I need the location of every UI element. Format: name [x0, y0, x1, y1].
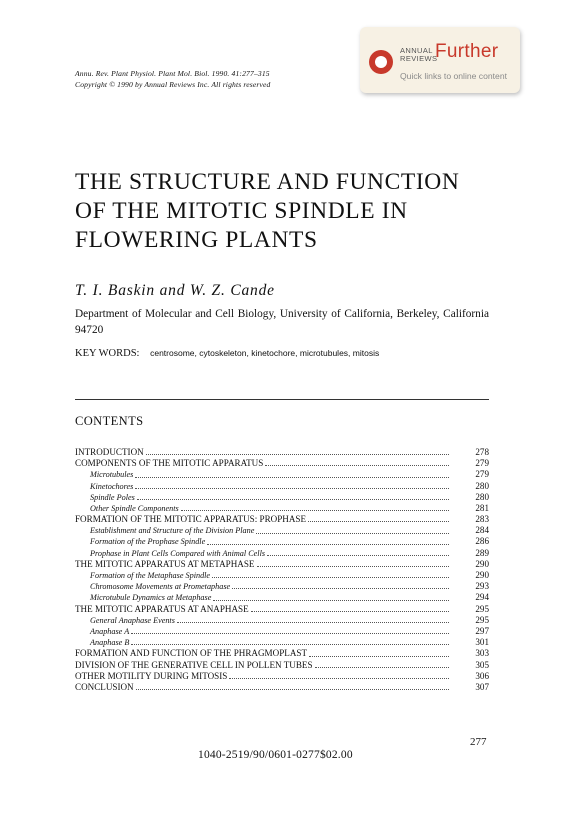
toc-leader-dots: [267, 555, 449, 556]
toc-entry-title: INTRODUCTION: [75, 446, 144, 457]
toc-entry-page: 305: [475, 659, 489, 670]
toc-entry-title: Other Spindle Components: [90, 503, 179, 513]
toc-entry-page: 307: [475, 681, 489, 692]
ar-brand-label: ANNUAL REVIEWS: [400, 46, 438, 63]
toc-leader-dots: [131, 633, 449, 634]
toc-leader-dots: [229, 678, 449, 679]
toc-entry[interactable]: [75, 592, 489, 603]
toc-entry-title: Kinetochores: [90, 481, 134, 491]
toc-leader-dots: [213, 600, 449, 601]
toc-entry[interactable]: [75, 481, 489, 492]
authors: T. I. Baskin and W. Z. Cande: [75, 282, 275, 299]
affiliation: Department of Molecular and Cell Biology, University of California, Berkeley, California 94720: [75, 308, 489, 336]
toc-entry-page: 301: [475, 637, 489, 648]
toc-entry-title: OTHER MOTILITY DURING MITOSIS: [75, 670, 228, 681]
toc-leader-dots: [212, 577, 449, 578]
toc-leader-dots: [256, 533, 449, 534]
toc-entry-page: 279: [475, 458, 489, 469]
toc-entry-page: 293: [475, 581, 489, 592]
keywords: [75, 348, 379, 359]
toc-leader-dots: [309, 656, 449, 657]
toc-entry[interactable]: [75, 503, 489, 514]
title-line: THE STRUCTURE AND FUNCTION: [75, 169, 460, 195]
toc-entry-page: 290: [475, 570, 489, 581]
toc-leader-dots: [232, 588, 449, 589]
ar-quick-links-label: Quick links to online content: [400, 71, 508, 81]
toc-entry-title: THE MITOTIC APPARATUS AT METAPHASE: [75, 558, 255, 569]
title-line: OF THE MITOTIC SPINDLE IN: [75, 198, 408, 224]
toc-entry-page: 303: [475, 648, 489, 659]
journal-header: [75, 68, 270, 90]
toc-entry[interactable]: [75, 514, 489, 525]
toc-entry[interactable]: [75, 492, 489, 503]
toc-entry-title: DIVISION OF THE GENERATIVE CELL IN POLLEN TUBES: [75, 659, 313, 670]
toc-entry[interactable]: [75, 548, 489, 559]
toc-leader-dots: [136, 689, 449, 690]
keywords-label: KEY WORDS:: [75, 348, 140, 359]
toc-entry[interactable]: [75, 469, 489, 480]
toc-entry-page: 280: [475, 491, 489, 502]
toc-entry-title: THE MITOTIC APPARATUS AT ANAPHASE: [75, 603, 249, 614]
toc-entry-title: Prophase in Plant Cells Compared with Animal Cells: [90, 548, 266, 558]
toc-leader-dots: [315, 667, 449, 668]
toc-entry[interactable]: [75, 525, 489, 536]
toc-entry-page: 280: [475, 480, 489, 491]
toc-entry[interactable]: [75, 581, 489, 592]
toc-entry-title: General Anaphase Events: [90, 615, 175, 625]
toc-leader-dots: [251, 611, 449, 612]
page-number: 277: [470, 736, 487, 748]
contents-heading: CONTENTS: [75, 414, 144, 428]
toc-entry-title: FORMATION OF THE MITOTIC APPARATUS: PROPHASE: [75, 514, 307, 525]
toc-entry-page: 284: [475, 525, 489, 536]
toc-entry[interactable]: [75, 447, 489, 458]
toc-entry[interactable]: [75, 458, 489, 469]
toc-entry-page: 279: [475, 469, 489, 480]
toc-entry-title: Anaphase A: [90, 626, 130, 636]
toc-entry[interactable]: [75, 559, 489, 570]
table-of-contents: [75, 447, 489, 693]
toc-leader-dots: [131, 644, 449, 645]
toc-entry-page: 297: [475, 625, 489, 636]
toc-leader-dots: [181, 510, 449, 511]
toc-entry-title: Spindle Poles: [90, 492, 135, 502]
toc-leader-dots: [265, 465, 449, 466]
toc-entry-title: CONCLUSION: [75, 681, 134, 692]
ar-further-label: Further: [435, 41, 499, 62]
toc-entry-title: COMPONENTS OF THE MITOTIC APPARATUS: [75, 458, 264, 469]
toc-entry[interactable]: [75, 637, 489, 648]
toc-entry[interactable]: [75, 615, 489, 626]
toc-entry-title: Formation of the Metaphase Spindle: [90, 571, 211, 581]
toc-entry-title: Formation of the Prophase Spindle: [90, 537, 206, 547]
toc-leader-dots: [135, 477, 449, 478]
annual-reviews-logo-icon: [369, 50, 393, 74]
toc-entry[interactable]: [75, 626, 489, 637]
journal-citation: Annu. Rev. Plant Physiol. Plant Mol. Biol. 1990. 41:277–315: [75, 69, 270, 78]
copyright-line: Copyright © 1990 by Annual Reviews Inc. All rights reserved: [75, 80, 271, 89]
toc-entry-title: Chromosome Movements at Prometaphase: [90, 582, 231, 592]
toc-entry[interactable]: [75, 604, 489, 615]
divider: [75, 399, 489, 400]
toc-entry-title: FORMATION AND FUNCTION OF THE PHRAGMOPLAST: [75, 648, 308, 659]
toc-entry-title: Anaphase B: [90, 638, 130, 648]
price-code: 1040-2519/90/0601-0277$02.00: [198, 749, 353, 761]
keywords-list: centrosome, cytoskeleton, kinetochore, microtubules, mitosis: [150, 348, 380, 358]
toc-entry[interactable]: [75, 682, 489, 693]
toc-entry[interactable]: [75, 660, 489, 671]
toc-entry-title: Establishment and Structure of the Division Plane: [90, 526, 255, 536]
toc-entry-page: 294: [475, 592, 489, 603]
toc-leader-dots: [257, 566, 450, 567]
toc-entry-page: 295: [475, 603, 489, 614]
toc-entry-page: 283: [475, 514, 489, 525]
toc-leader-dots: [308, 521, 449, 522]
toc-entry-title: Microtubule Dynamics at Metaphase: [90, 593, 212, 603]
toc-entry[interactable]: [75, 671, 489, 682]
toc-entry[interactable]: [75, 537, 489, 548]
toc-entry[interactable]: [75, 570, 489, 581]
toc-leader-dots: [177, 622, 449, 623]
toc-leader-dots: [135, 488, 449, 489]
toc-entry-page: 278: [475, 446, 489, 457]
toc-entry-page: 286: [475, 536, 489, 547]
toc-entry-page: 295: [475, 614, 489, 625]
toc-entry-title: Microtubules: [90, 470, 134, 480]
toc-leader-dots: [146, 454, 449, 455]
toc-entry-page: 289: [475, 547, 489, 558]
toc-entry-page: 281: [475, 502, 489, 513]
toc-entry-page: 290: [475, 558, 489, 569]
toc-entry-page: 306: [475, 670, 489, 681]
toc-entry[interactable]: [75, 648, 489, 659]
toc-leader-dots: [137, 499, 449, 500]
article-title: [75, 168, 459, 255]
annual-reviews-further-badge[interactable]: [360, 27, 520, 93]
toc-leader-dots: [207, 544, 449, 545]
title-line: FLOWERING PLANTS: [75, 227, 318, 253]
